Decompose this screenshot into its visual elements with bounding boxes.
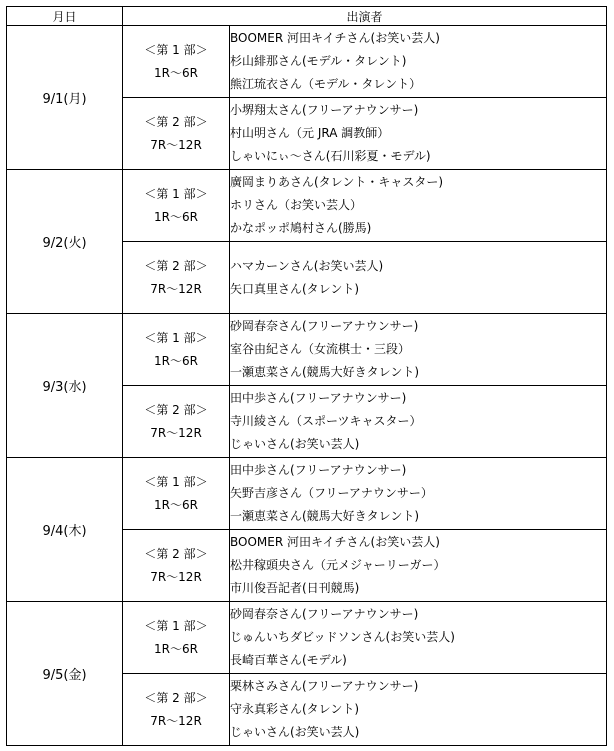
table-row (7, 602, 607, 674)
part-label: ＜第 2 部＞ (144, 546, 208, 561)
cast-member: BOOMER 河田キイチさん(お笑い芸人) (230, 31, 440, 45)
date-cell: 9/4(木) (7, 458, 123, 602)
date-cell: 9/5(金) (7, 602, 123, 746)
race-range: 7R～12R (150, 425, 202, 440)
cast-member: 砂岡春奈さん(フリーアナウンサー) (230, 607, 419, 621)
race-range: 1R～6R (154, 209, 198, 224)
part-cell (123, 602, 230, 674)
cast-member: BOOMER 河田キイチさん(お笑い芸人) (230, 535, 440, 549)
date-cell: 9/3(水) (7, 314, 123, 458)
part-label: ＜第 2 部＞ (144, 402, 208, 417)
race-range: 1R～6R (154, 497, 198, 512)
cast-member: かなポッポ鳩村さん(勝馬) (230, 221, 372, 235)
cast-member: ハマカーンさん(お笑い芸人) (230, 258, 384, 273)
part-cell (123, 674, 230, 746)
part-label: ＜第 2 部＞ (144, 114, 208, 129)
race-range: 7R～12R (150, 713, 202, 728)
part-label: ＜第 1 部＞ (144, 330, 208, 345)
part-label: ＜第 1 部＞ (144, 474, 208, 489)
cast-cell (230, 674, 607, 746)
table-row (7, 314, 607, 386)
cast-cell (230, 602, 607, 674)
header-cast: 出演者 (123, 7, 607, 26)
cast-cell (230, 242, 607, 314)
cast-member: しゃいにぃ～さん(石川彩夏・モデル) (230, 149, 431, 163)
cast-member: 栗林さみさん(フリーアナウンサー) (230, 679, 419, 693)
cast-member: 市川俊吾記者(日刊競馬) (230, 581, 360, 595)
part-cell (123, 386, 230, 458)
cast-cell (230, 314, 607, 386)
part-cell (123, 242, 230, 314)
table-row (7, 458, 607, 530)
cast-member: じゃいさん(お笑い芸人) (230, 725, 360, 739)
cast-cell (230, 170, 607, 242)
cast-member: 矢野吉彦さん（フリーアナウンサー） (230, 486, 433, 500)
date-cell: 9/2(火) (7, 170, 123, 314)
cast-member: 寺川綾さん（スポーツキャスター） (230, 414, 422, 428)
part-label: ＜第 2 部＞ (144, 690, 208, 705)
cast-member: 一瀬恵菜さん(競馬大好きタレント) (230, 509, 420, 523)
cast-member: じゃいさん(お笑い芸人) (230, 437, 360, 451)
part-cell (123, 170, 230, 242)
header-date: 月日 (7, 7, 123, 26)
part-label: ＜第 1 部＞ (144, 186, 208, 201)
cast-member: 田中歩さん(フリーアナウンサー) (230, 391, 407, 405)
part-label: ＜第 1 部＞ (144, 618, 208, 633)
cast-member: 松井稼頭央さん（元メジャーリーガー） (230, 558, 446, 572)
cast-member: じゅんいちダビッドソンさん(お笑い芸人) (230, 630, 455, 644)
race-range: 7R～12R (150, 569, 202, 584)
cast-cell (230, 458, 607, 530)
part-cell (123, 530, 230, 602)
cast-cell (230, 386, 607, 458)
part-label: ＜第 1 部＞ (144, 42, 208, 57)
cast-cell (230, 98, 607, 170)
table-row (7, 26, 607, 98)
part-cell (123, 26, 230, 98)
date-cell: 9/1(月) (7, 26, 123, 170)
part-cell (123, 98, 230, 170)
cast-member: 矢口真里さん(タレント) (230, 281, 360, 296)
cast-cell (230, 26, 607, 98)
cast-member: 長崎百華さん(モデル) (230, 653, 347, 667)
cast-member: 熊江琉衣さん（モデル・タレント） (230, 77, 422, 91)
part-cell (123, 314, 230, 386)
table-row (7, 170, 607, 242)
header-row (7, 7, 607, 26)
cast-member: ホリさん（お笑い芸人） (230, 198, 363, 212)
cast-member: 杉山緋那さん(モデル・タレント) (230, 54, 407, 68)
race-range: 1R～6R (154, 353, 198, 368)
cast-member: 砂岡春奈さん(フリーアナウンサー) (230, 319, 419, 333)
cast-member: 守永真彩さん(タレント) (230, 702, 360, 716)
part-cell (123, 458, 230, 530)
cast-member: 田中歩さん(フリーアナウンサー) (230, 463, 407, 477)
cast-cell (230, 530, 607, 602)
cast-member: 村山明さん（元 JRA 調教師） (230, 126, 390, 140)
race-range: 1R～6R (154, 641, 198, 656)
part-label: ＜第 2 部＞ (144, 258, 208, 273)
cast-member: 廣岡まりあさん(タレント・キャスター) (230, 175, 444, 189)
race-range: 7R～12R (150, 137, 202, 152)
schedule-body (7, 26, 607, 746)
race-range: 1R～6R (154, 65, 198, 80)
race-range: 7R～12R (150, 281, 202, 296)
cast-member: 小堺翔太さん(フリーアナウンサー) (230, 103, 419, 117)
cast-member: 一瀬恵菜さん(競馬大好きタレント) (230, 365, 420, 379)
schedule-table (6, 6, 607, 746)
cast-member: 室谷由紀さん（女流棋士・三段） (230, 342, 411, 356)
